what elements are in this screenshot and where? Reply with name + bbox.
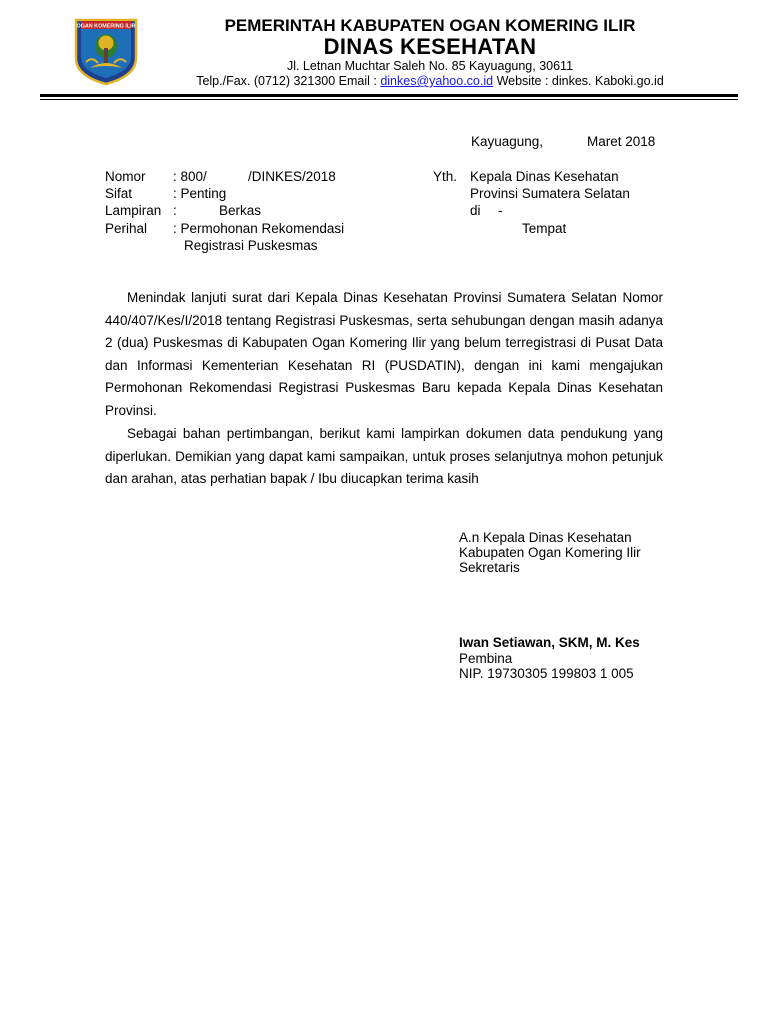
nomor-suffix: /DINKES/2018 [248, 169, 336, 184]
signature-on-behalf: A.n Kepala Dinas Kesehatan [459, 530, 632, 545]
recipient-salutation: Yth. [433, 169, 458, 184]
recipient-line2: Provinsi Sumatera Selatan [470, 186, 630, 201]
date-month-year: Maret 2018 [587, 134, 656, 149]
lampiran-label: Lampiran [105, 203, 162, 218]
signatory-name: Iwan Setiawan, SKM, M. Kes [459, 635, 640, 650]
letterhead-contact [150, 74, 710, 88]
letterhead-government-name: PEMERINTAH KABUPATEN OGAN KOMERING ILIR [224, 16, 636, 35]
nomor-label: Nomor [105, 169, 146, 184]
lampiran-value: Berkas [219, 203, 262, 218]
sifat-value: : Penting [173, 186, 227, 201]
signatory-rank: Pembina [459, 651, 513, 666]
lampiran-colon: : [173, 203, 177, 218]
perihal-label: Perihal [105, 221, 148, 236]
recipient-place: Tempat [522, 221, 567, 236]
recipient-di: di [470, 203, 481, 218]
nomor-value: : 800/ [173, 169, 207, 184]
perihal-value-line2: Registrasi Puskesmas [184, 238, 318, 253]
signatory-nip: NIP. 19730305 199803 1 005 [459, 666, 634, 681]
letterhead-divider-thin [40, 99, 738, 100]
regency-seal-icon [72, 14, 140, 86]
sifat-label: Sifat [105, 186, 133, 201]
signature-position: Sekretaris [459, 560, 520, 575]
letterhead-agency-name: DINAS KESEHATAN [323, 34, 537, 59]
letterhead-divider-thick [40, 94, 738, 97]
recipient-line1: Kepala Dinas Kesehatan [470, 169, 619, 184]
svg-text:OGAN KOMERING ILIR: OGAN KOMERING ILIR [76, 23, 136, 30]
signature-regency: Kabupaten Ogan Komering Ilir [459, 545, 641, 560]
body-paragraph-1: Menindak lanjuti surat dari Kepala Dinas Kesehatan Provinsi Sumatera Selatan Nomor 440/407/Kes/I/2018 tentang Registrasi Puskesmas, serta sehubungan dengan masih adanya 2 (dua) Puskesmas di Kabupaten Ogan Komering Ilir yang belum terregistrasi di Pusat Data dan Informasi Kementerian Kesehatan RI (PUSDATIN), dengan ini kami mengajukan Permohonan Rekomendasi Registrasi Puskesmas Baru kepada Kepala Dinas Kesehatan Provinsi. [105, 290, 663, 418]
contact-prefix: Telp./Fax. (0712) 321300 Email : [196, 74, 381, 88]
letterhead-address: Jl. Letnan Muchtar Saleh No. 85 Kayuagung, 30611 [286, 59, 574, 73]
email-link[interactable]: dinkes@yahoo.co.id [380, 74, 494, 88]
contact-suffix: Website : dinkes. Kaboki.go.id [493, 74, 664, 88]
perihal-value-line1: : Permohonan Rekomendasi [173, 221, 345, 236]
body-paragraph-2: Sebagai bahan pertimbangan, berikut kami lampirkan dokumen data pendukung yang diperlukan. Demikian yang dapat kami sampaikan, untuk proses selanjutnya mohon petunjuk dan arahan, atas perhatian bapak / Ibu diucapkan terima kasih [105, 426, 663, 487]
recipient-di-dash: - [498, 203, 503, 218]
date-place: Kayuagung, [471, 134, 544, 149]
